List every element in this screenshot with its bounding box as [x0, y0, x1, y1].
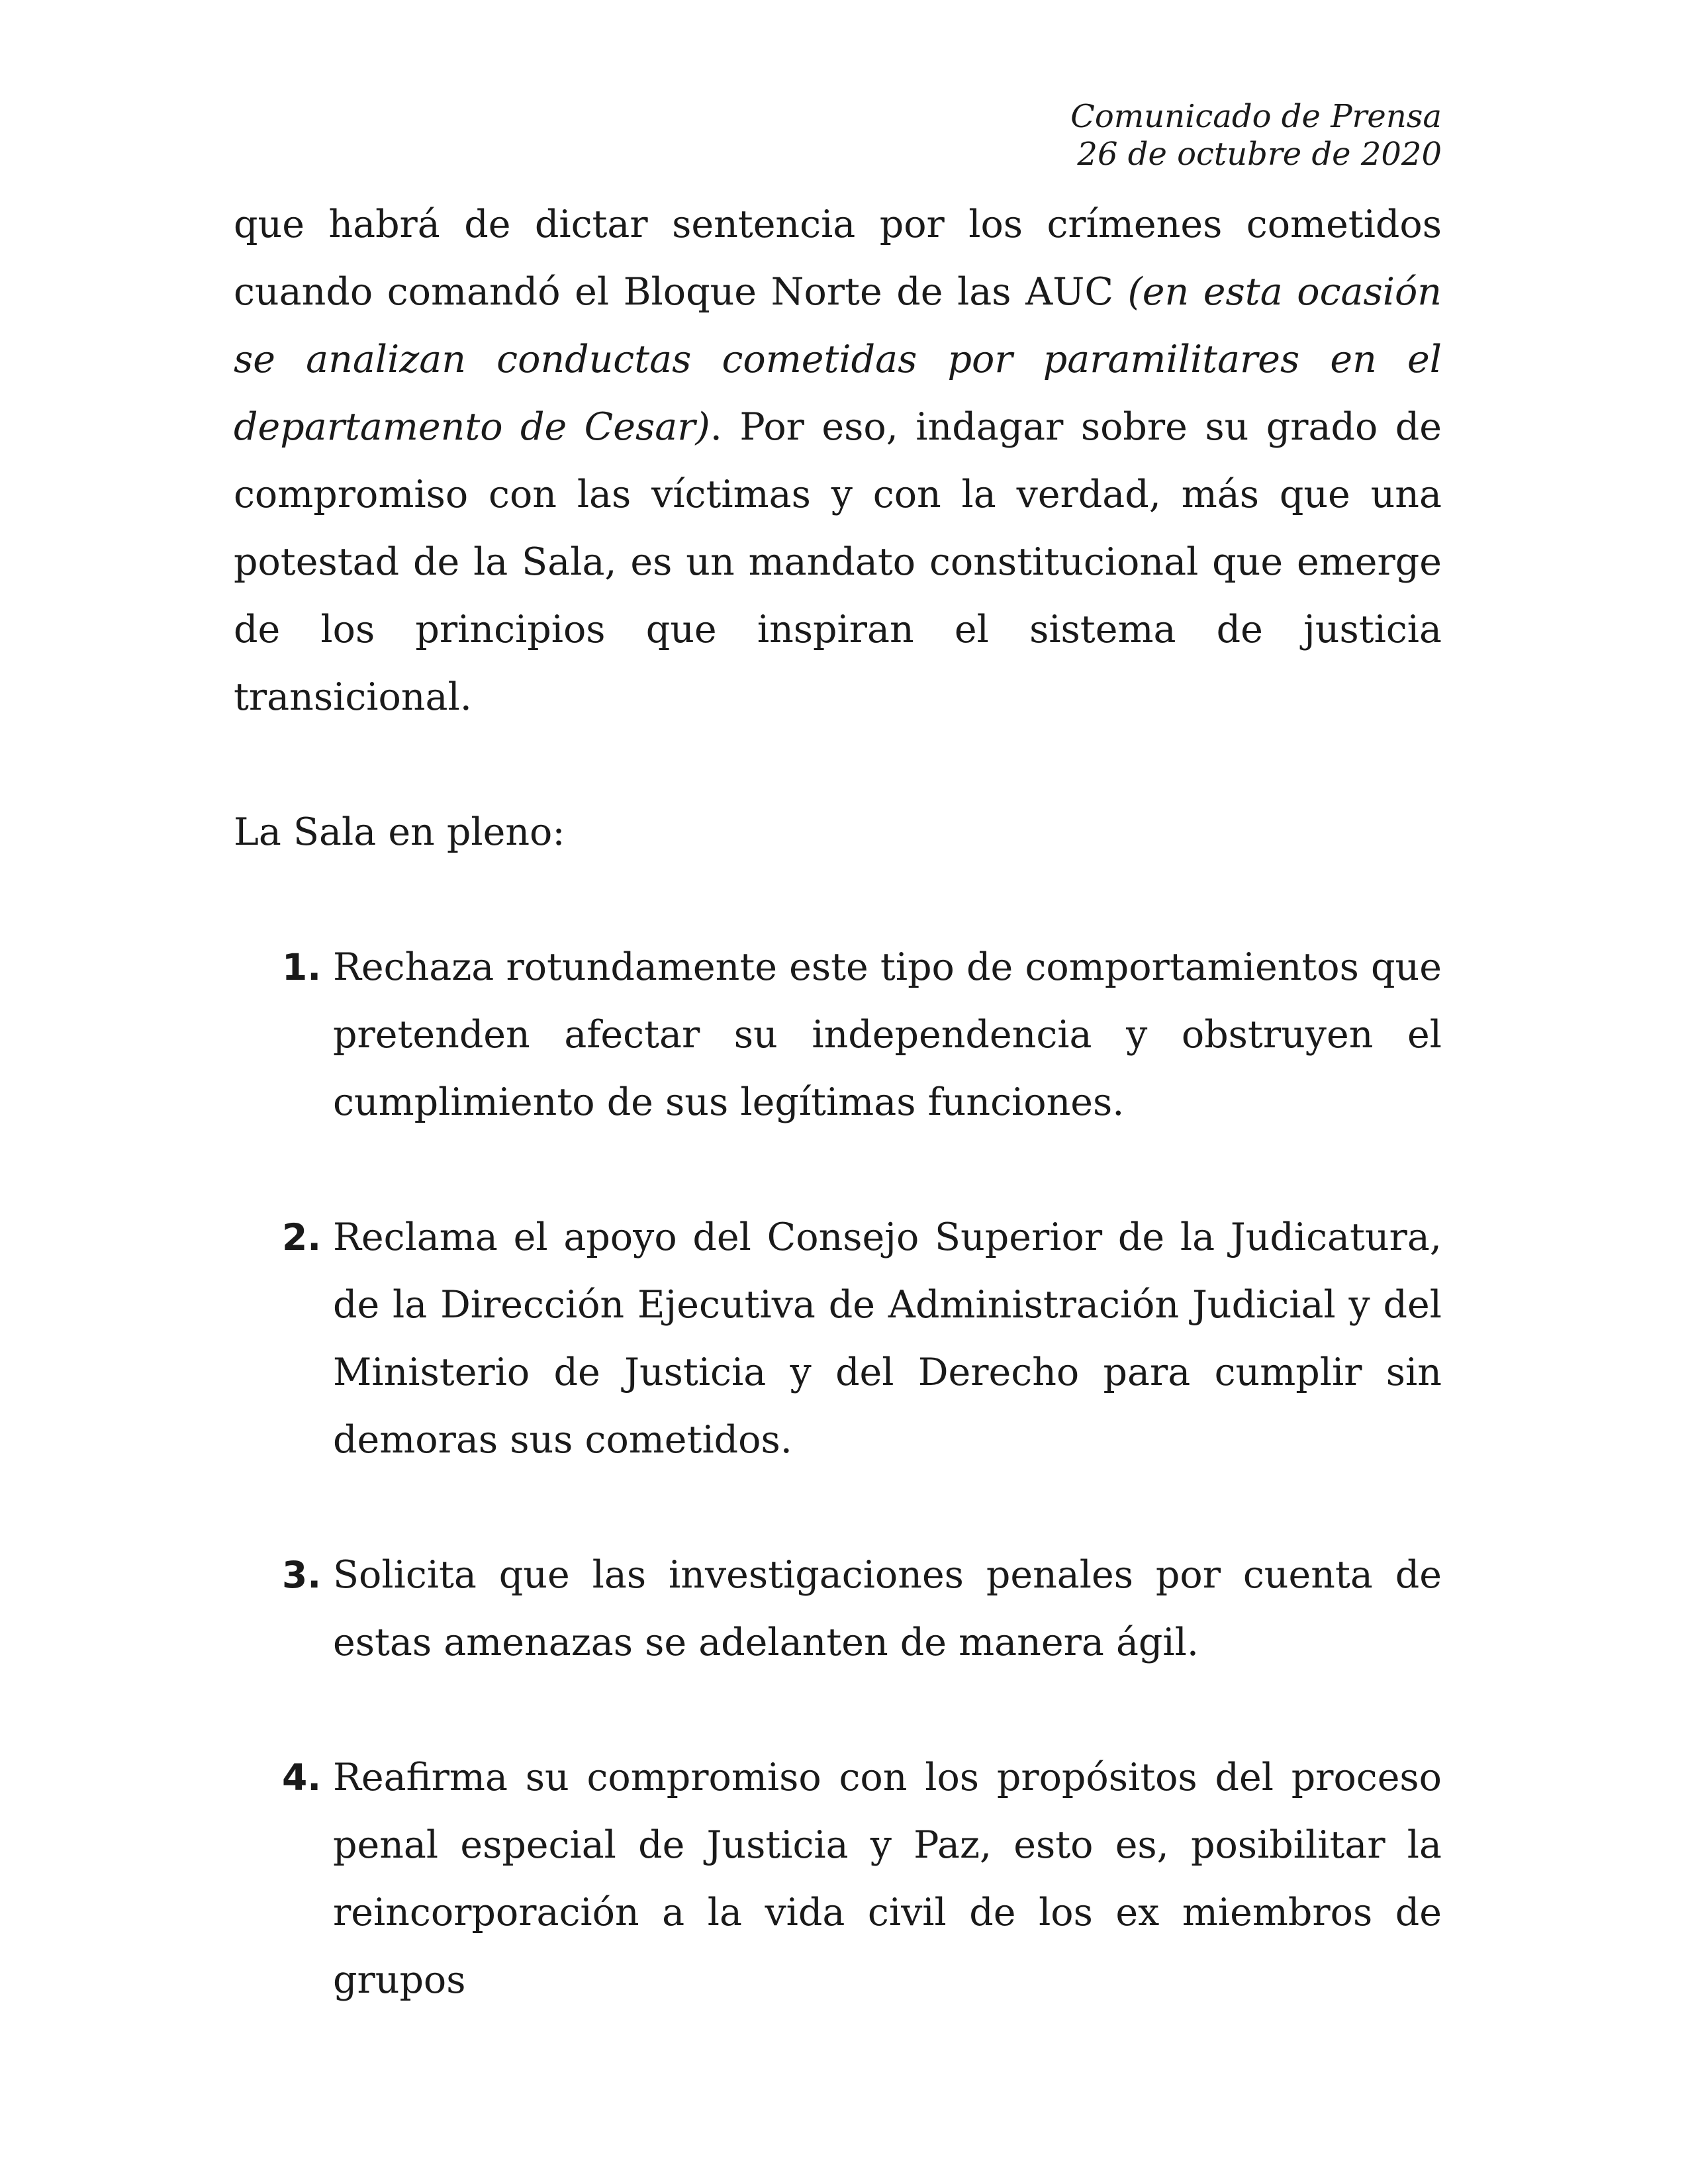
- intro-line: La Sala en pleno:: [234, 810, 565, 854]
- list-item-number: 2.: [282, 1216, 322, 1258]
- body-paragraph: [234, 191, 1442, 731]
- list-item-text: Solicita que las investigaciones penales por cuenta de estas amenazas se adelanten de manera ágil.: [333, 1553, 1442, 1664]
- document-header: [1070, 98, 1442, 173]
- header-title: Comunicado de Prensa: [1070, 98, 1442, 135]
- paragraph-text-end: . Por eso, indagar sobre su grado de compromiso con las víctimas y con la verdad, más que una potestad de la Sala, es un mandato constitucional que emerge de los principios que inspiran el sistema de justicia transicional.: [234, 405, 1442, 719]
- list-item-number: 3.: [282, 1554, 322, 1596]
- list-item: [234, 1541, 1442, 1676]
- list-item-text: Reafirma su compromiso con los propósitos del proceso penal especial de Justicia y Paz, esto es, posibilitar la reincorporación a la vida civil de los ex miembros de grupos: [333, 1756, 1442, 2002]
- list-item: [234, 1744, 1442, 2014]
- paragraph-italic-note: (en esta ocasión se analizan conductas cometidas por paramilitares en el departamento de Cesar): [234, 270, 1442, 449]
- resolution-list: [234, 933, 1442, 2014]
- paragraph-text-start: que habrá de dictar sentencia por los crímenes cometidos cuando comandó el Bloque Norte de las AUC: [234, 203, 1442, 314]
- list-item-text: Reclama el apoyo del Consejo Superior de la Judicatura, de la Dirección Ejecutiva de Administración Judicial y del Ministerio de Justicia y del Derecho para cumplir sin demoras sus cometidos.: [333, 1215, 1442, 1462]
- document-body: [234, 191, 1442, 2014]
- list-item-number: 1.: [282, 946, 322, 988]
- list-item-text: Rechaza rotundamente este tipo de comportamientos que pretenden afectar su independencia y obstruyen el cumplimiento de sus legítimas funciones.: [333, 945, 1442, 1124]
- list-item: [234, 933, 1442, 1136]
- header-date: 26 de octubre de 2020: [1077, 136, 1442, 173]
- list-item: [234, 1204, 1442, 1474]
- list-item-number: 4.: [282, 1756, 322, 1799]
